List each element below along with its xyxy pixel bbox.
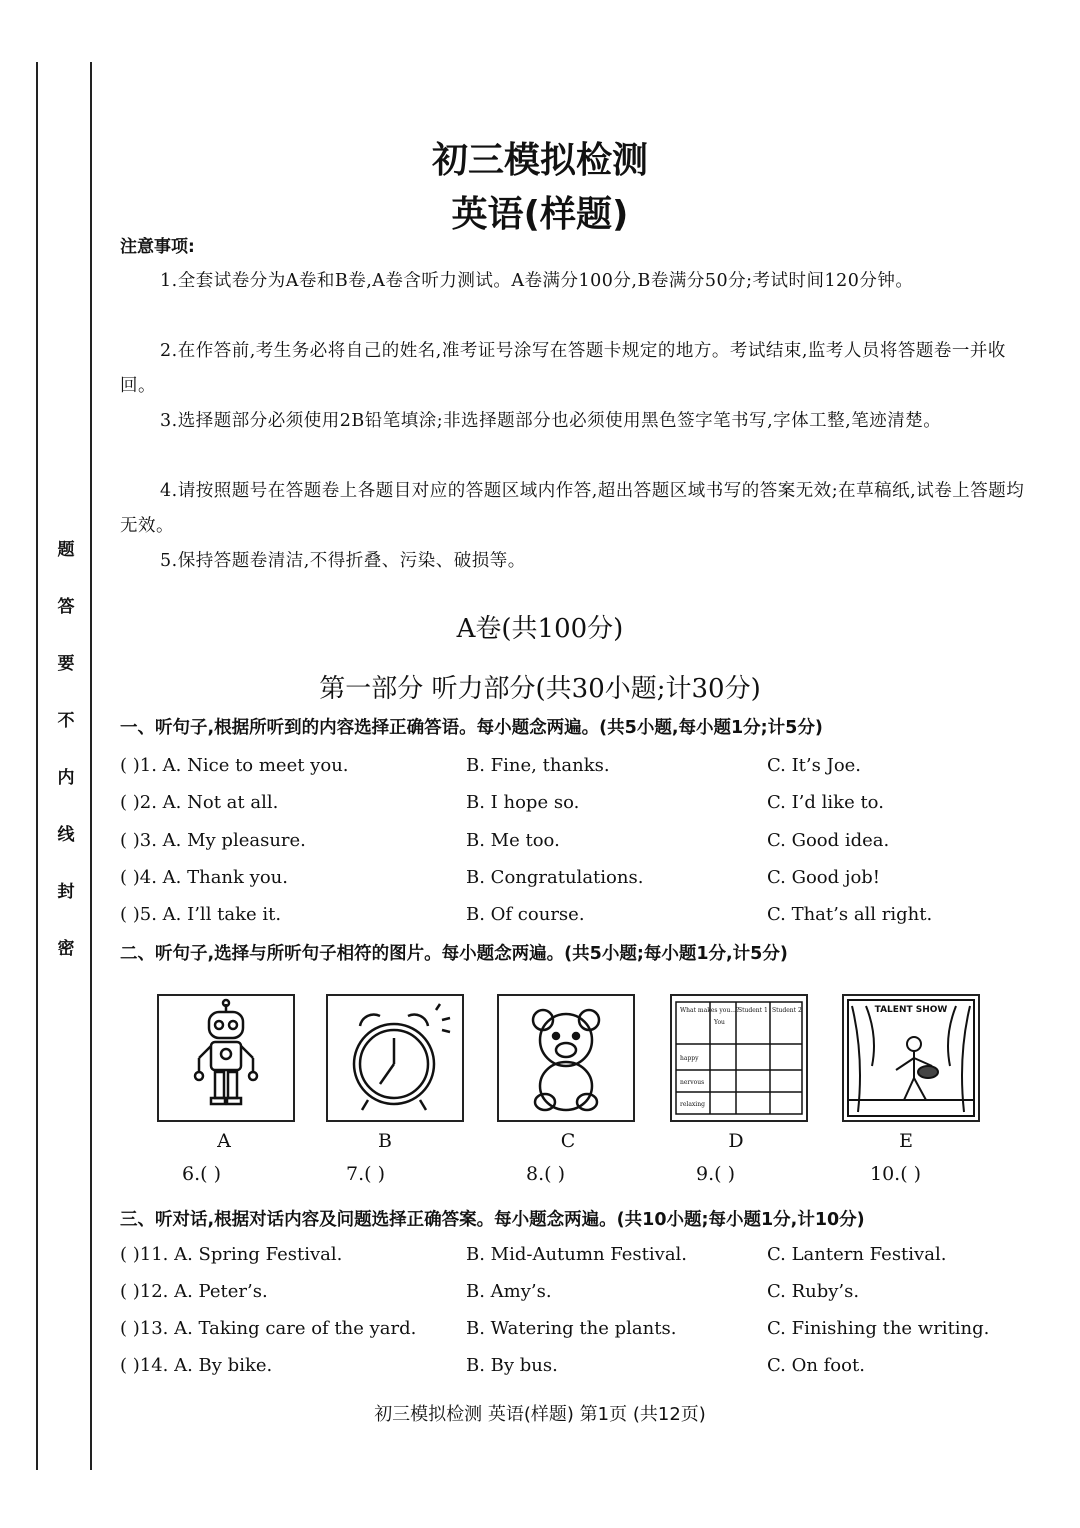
notice-item-3: 3.选择题部分必须使用2B铅笔填涂;非选择题部分也必须使用黑色签字笔书写,字体工整,笔迹清楚。 xyxy=(160,411,942,431)
option-a: ( )12. A. Peter’s. xyxy=(120,1281,268,1302)
picture-d-survey-table xyxy=(670,994,808,1122)
notice-heading: 注意事项: xyxy=(120,237,195,257)
exam-subtitle: 英语(样题) xyxy=(451,194,629,235)
picture-label: C xyxy=(560,1130,576,1152)
binding-line-outer xyxy=(36,62,38,1470)
table-header: You xyxy=(714,1019,725,1026)
answer-blank[interactable]: 9.( ) xyxy=(696,1163,735,1185)
seal-char: 不 xyxy=(57,711,75,731)
stage-icon xyxy=(844,996,978,1120)
question-row xyxy=(120,1281,1030,1311)
exam-title: 初三模拟检测 xyxy=(431,140,648,181)
notice-item-4: 4.请按照题号在答题卷上各题目对应的答题区域内作答,超出答题区域书写的答案无效;在草稿纸,试卷上答题均无效。 xyxy=(120,481,1025,536)
option-a: ( )11. A. Spring Festival. xyxy=(120,1244,343,1265)
picture-label: A xyxy=(217,1130,231,1152)
section2-heading: 二、听句子,选择与所听句子相符的图片。每小题念两遍。(共5小题;每小题1分,计5分) xyxy=(120,944,788,964)
section1-heading: 一、听句子,根据所听到的内容选择正确答语。每小题念两遍。(共5小题,每小题1分;计5分) xyxy=(120,718,823,738)
seal-char: 线 xyxy=(57,825,75,845)
part1-title: 第一部分 听力部分(共30小题;计30分) xyxy=(319,674,761,704)
option-a: ( )5. A. I’ll take it. xyxy=(120,904,282,925)
answer-blank[interactable]: 7.( ) xyxy=(346,1163,385,1185)
picture-e-talent-show xyxy=(842,994,980,1122)
binding-line-inner xyxy=(90,62,92,1470)
seal-char: 封 xyxy=(57,882,75,902)
option-b: B. Congratulations. xyxy=(466,867,644,888)
option-b: B. By bus. xyxy=(466,1355,558,1376)
option-b: B. Fine, thanks. xyxy=(466,755,610,776)
question-row xyxy=(120,1355,1030,1385)
picture-label: B xyxy=(378,1130,392,1152)
option-b: B. Me too. xyxy=(466,830,560,851)
table-row-label: relaxing xyxy=(680,1101,705,1108)
notice-item-5: 5.保持答题卷清洁,不得折叠、污染、破损等。 xyxy=(160,551,526,571)
picture-a-robot xyxy=(157,994,295,1122)
poster-text: TALENT SHOW xyxy=(874,1005,948,1015)
section3-heading: 三、听对话,根据对话内容及问题选择正确答案。每小题念两遍。(共10小题;每小题1分,计10分) xyxy=(120,1210,865,1230)
seal-char: 内 xyxy=(57,768,75,788)
picture-label: D xyxy=(728,1130,744,1152)
option-a: ( )2. A. Not at all. xyxy=(120,792,279,813)
option-a: ( )1. A. Nice to meet you. xyxy=(120,755,349,776)
option-b: B. Of course. xyxy=(466,904,585,925)
seal-char: 要 xyxy=(57,654,75,674)
question-row xyxy=(120,904,1030,934)
option-b: B. I hope so. xyxy=(466,792,580,813)
question-row xyxy=(120,792,1030,822)
question-row xyxy=(120,1318,1030,1348)
picture-b-alarm-clock xyxy=(326,994,464,1122)
option-c: C. Good idea. xyxy=(767,830,890,851)
option-a: ( )3. A. My pleasure. xyxy=(120,830,306,851)
question-row xyxy=(120,1244,1030,1274)
table-row-label: nervous xyxy=(680,1079,705,1086)
option-c: C. It’s Joe. xyxy=(767,755,862,776)
paper-a-title: A卷(共100分) xyxy=(456,614,624,644)
answer-blank[interactable]: 8.( ) xyxy=(526,1163,565,1185)
option-c: C. Ruby’s. xyxy=(767,1281,860,1302)
alarm-clock-icon xyxy=(328,996,462,1120)
option-c: C. Finishing the writing. xyxy=(767,1318,990,1339)
picture-c-teddy-bear xyxy=(497,994,635,1122)
seal-char: 答 xyxy=(57,597,75,617)
option-b: B. Watering the plants. xyxy=(466,1318,677,1339)
robot-icon xyxy=(159,996,293,1120)
seal-line-text xyxy=(54,535,78,959)
option-c: C. Lantern Festival. xyxy=(767,1244,947,1265)
option-c: C. On foot. xyxy=(767,1355,865,1376)
answer-blank[interactable]: 6.( ) xyxy=(182,1163,221,1185)
question-row xyxy=(120,830,1030,860)
table-header: Student 2 xyxy=(772,1007,802,1014)
table-header: Student 1 xyxy=(738,1007,768,1014)
notice-item-1: 1.全套试卷分为A卷和B卷,A卷含听力测试。A卷满分100分,B卷满分50分;考试时间120分钟。 xyxy=(160,271,914,291)
option-a: ( )14. A. By bike. xyxy=(120,1355,273,1376)
seal-char: 题 xyxy=(57,540,75,560)
table-row-label: happy xyxy=(680,1055,699,1062)
teddy-bear-icon xyxy=(499,996,633,1120)
page-footer: 初三模拟检测 英语(样题) 第1页 (共12页) xyxy=(374,1404,706,1425)
option-c: C. I’d like to. xyxy=(767,792,884,813)
question-row xyxy=(120,867,1030,897)
table-icon xyxy=(672,996,806,1120)
picture-label: E xyxy=(899,1130,913,1152)
notice-item-2: 2.在作答前,考生务必将自己的姓名,准考证号涂写在答题卡规定的地方。考试结束,监考人员将答题卷一并收回。 xyxy=(120,341,1006,396)
option-b: B. Amy’s. xyxy=(466,1281,552,1302)
seal-char: 密 xyxy=(57,939,75,959)
option-c: C. Good job! xyxy=(767,867,881,888)
option-a: ( )4. A. Thank you. xyxy=(120,867,288,888)
option-b: B. Mid-Autumn Festival. xyxy=(466,1244,688,1265)
question-row xyxy=(120,755,1030,785)
table-header: What makes you...? xyxy=(680,1007,740,1014)
option-a: ( )13. A. Taking care of the yard. xyxy=(120,1318,417,1339)
option-c: C. That’s all right. xyxy=(767,904,933,925)
answer-blank[interactable]: 10.( ) xyxy=(870,1163,922,1185)
